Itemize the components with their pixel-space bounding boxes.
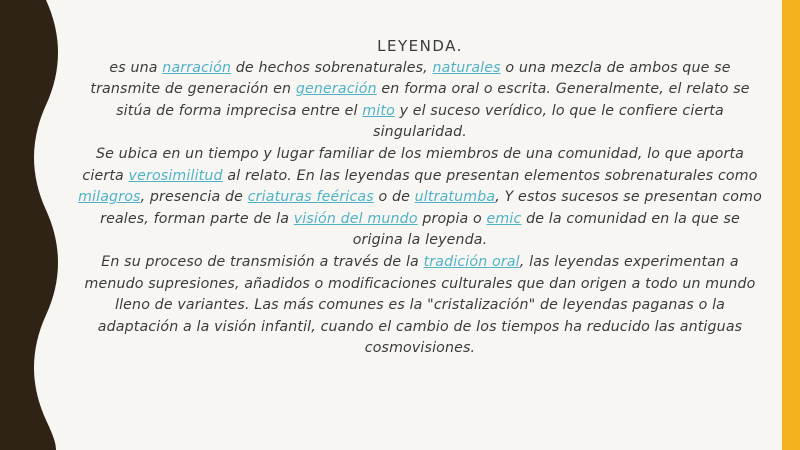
accent-bar [782, 0, 800, 450]
link-ultratumba[interactable]: ultratumba [414, 189, 496, 206]
link-tradicion-oral[interactable]: tradición oral [423, 253, 520, 270]
paragraph-context [70, 144, 770, 252]
paragraph-text: En su proceso de transmisión a través de la [101, 253, 424, 270]
paragraph-text: o una mezcla de ambos que se transmite de generación en [90, 59, 731, 98]
paragraph-text: , Y estos sucesos se presentan como reales, forman parte de la [100, 189, 762, 227]
link-criaturas-feericas[interactable]: criaturas feéricas [247, 189, 374, 206]
paragraph-text: Se ubica en un tiempo y lugar familiar de los miembros de una comunidad, lo que aporta cierta [82, 145, 745, 184]
link-vision-del-mundo[interactable]: visión del mundo [293, 210, 418, 227]
link-naturales[interactable]: naturales [432, 59, 501, 76]
slide-title: LEYENDA. [377, 37, 463, 55]
paragraph-transmission [70, 252, 770, 360]
slide-content [70, 36, 770, 360]
paragraph-text: es una [109, 59, 163, 76]
link-verosimilitud[interactable]: verosimilitud [128, 167, 223, 184]
paragraph-text: , presencia de [140, 189, 248, 206]
link-generacion[interactable]: generación [295, 81, 377, 98]
link-emic[interactable]: emic [486, 210, 522, 227]
paragraph-text: al relato. En las leyendas que presentan elementos sobrenaturales como [222, 167, 758, 184]
wavy-border-shape [0, 0, 58, 450]
link-milagros[interactable]: milagros [78, 189, 141, 206]
paragraph-text: propia o [417, 210, 487, 227]
paragraph-definition [70, 58, 770, 144]
link-narracion[interactable]: narración [162, 59, 232, 76]
paragraph-text: o de [373, 189, 415, 206]
link-mito[interactable]: mito [362, 102, 395, 119]
paragraph-text: en forma oral o escrita. Generalmente, el relato se sitúa de forma imprecisa entre el [116, 81, 750, 119]
paragraph-text: , las leyendas experimentan a menudo supresiones, añadidos o modificaciones culturales que dan origen a todo un mundo lleno de variantes. Las más comunes es la "cristalización" de leyendas paganas o la adaptación a la visión infantil, cuando el cambio de los tiempos ha reducido las antiguas cosmovisiones. [84, 253, 756, 357]
wavy-border-decoration [0, 0, 80, 450]
paragraph-text: y el suceso verídico, lo que le confiere cierta singularidad. [373, 102, 724, 141]
paragraph-text: de la comunidad en la que se origina la leyenda. [352, 210, 740, 249]
paragraph-text: de hechos sobrenaturales, [231, 59, 433, 76]
